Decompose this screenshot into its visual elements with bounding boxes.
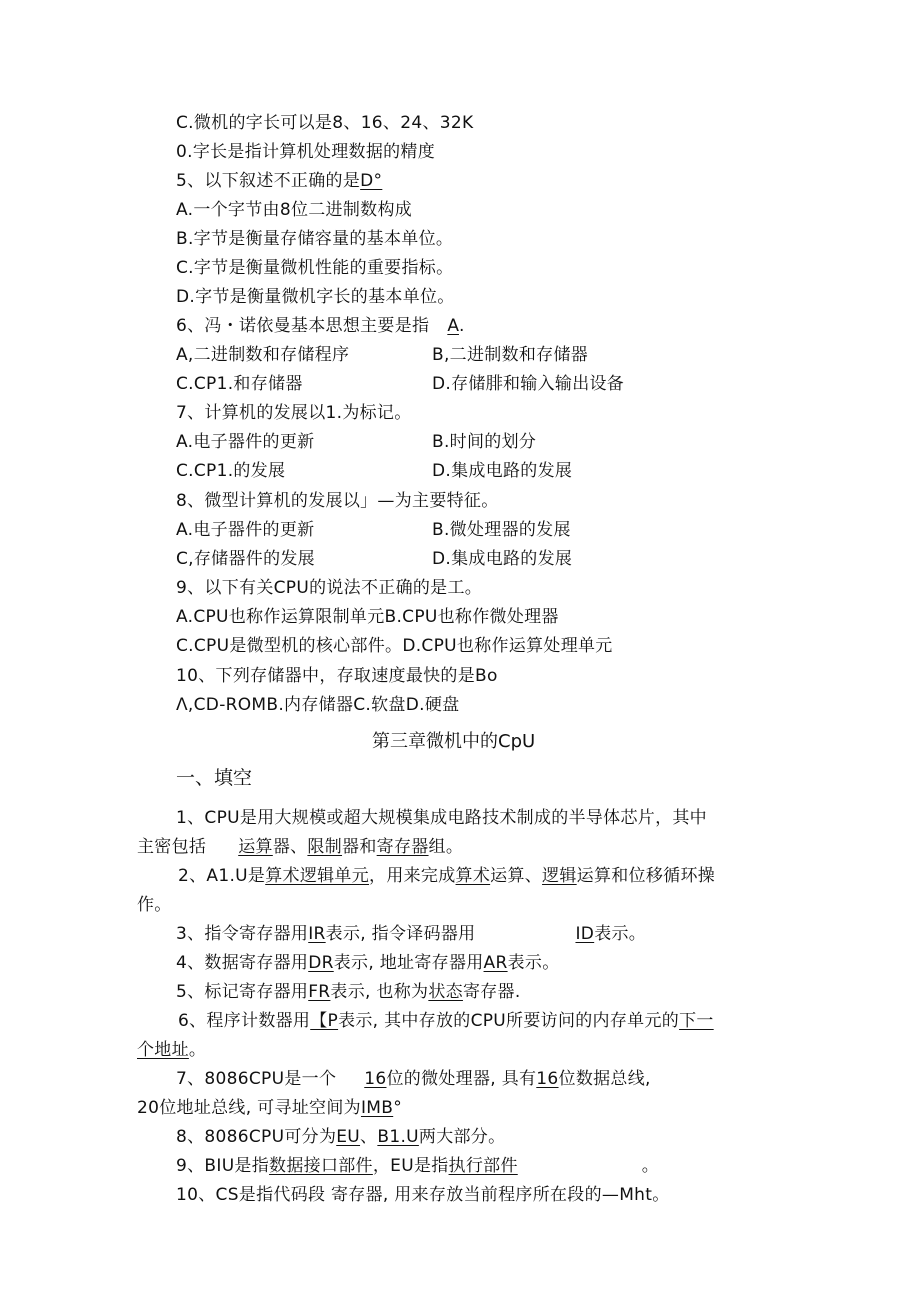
option-line: B.时间的划分 bbox=[432, 432, 537, 452]
answer: A bbox=[447, 316, 459, 336]
question-line: 9、以下有关CPU的说法不正确的是工。 bbox=[176, 578, 483, 598]
fill-line: 8、8086CPU可分为EU、B1.U两大部分。 bbox=[176, 1127, 506, 1147]
question-line: 6、冯・诺依曼基本思想主要是指 A. bbox=[176, 316, 465, 336]
answer: IR bbox=[308, 924, 326, 944]
answer: 【P bbox=[310, 1011, 339, 1031]
answer: FR bbox=[308, 982, 331, 1002]
option-line: A.电子器件的更新 bbox=[176, 520, 315, 540]
question-line: 8、微型计算机的发展以」—为主要特征。 bbox=[176, 491, 499, 511]
answer: 下一 bbox=[679, 1011, 714, 1031]
question-line: 5、以下叙述不正确的是D° bbox=[176, 171, 383, 191]
fill-line: 作。 bbox=[137, 895, 172, 915]
fill-line: 10、CS是指代码段 寄存器, 用来存放当前程序所在段的—Mht。 bbox=[176, 1185, 670, 1205]
option-line: C.CP1.和存储器 bbox=[176, 374, 303, 394]
option-line: 0.字长是指计算机处理数据的精度 bbox=[176, 142, 436, 162]
answer: 个地址 bbox=[137, 1040, 189, 1060]
option-line: C.微机的字长可以是8、16、24、32K bbox=[176, 113, 474, 133]
option-line: C.CPU是微型机的核心部件。D.CPU也称作运算处理单元 bbox=[176, 636, 613, 656]
fill-line: 6、程序计数器用【P表示, 其中存放的CPU所要访问的内存单元的下一 bbox=[178, 1011, 714, 1031]
answer: 16 bbox=[364, 1069, 387, 1089]
answer: 逻辑 bbox=[542, 866, 577, 886]
option-line: D.存储腓和输入输出设备 bbox=[432, 374, 625, 394]
answer: 运算 bbox=[238, 837, 273, 857]
answer: 算术逻辑单元 bbox=[265, 866, 370, 886]
option-line: C,存储器件的发展 bbox=[176, 549, 315, 569]
answer: 算术 bbox=[455, 866, 491, 886]
option-line: A.一个字节由8位二进制数构成 bbox=[176, 200, 413, 220]
option-line: C.CP1.的发展 bbox=[176, 461, 286, 481]
option-line: A,二进制数和存储程序 bbox=[176, 345, 350, 365]
answer: 16 bbox=[536, 1069, 559, 1089]
answer: AR bbox=[483, 953, 508, 973]
option-line: Λ,CD-ROMB.内存储器C.软盘D.硬盘 bbox=[176, 695, 460, 715]
option-line: B.微处理器的发展 bbox=[432, 520, 571, 540]
section-title: 一、填空 bbox=[176, 767, 253, 789]
answer: 状态 bbox=[428, 982, 463, 1002]
option-line: C.字节是衡量微机性能的重要指标。 bbox=[176, 258, 454, 278]
answer: 执行部件 bbox=[448, 1156, 518, 1176]
chapter-title: 第三章微机中的CpU bbox=[372, 731, 536, 752]
answer: ID bbox=[575, 924, 595, 944]
fill-line: 2、A1.U是算术逻辑单元，用来完成算术运算、逻辑运算和位移循环操 bbox=[178, 866, 716, 886]
answer: 寄存器 bbox=[376, 837, 429, 857]
fill-line: 20位地址总线, 可寻址空间为IMB° bbox=[137, 1098, 403, 1118]
option-line: B,二进制数和存储器 bbox=[432, 345, 589, 365]
fill-line: 7、8086CPU是一个 16位的微处理器, 具有16位数据总线, bbox=[176, 1069, 651, 1089]
answer: EU bbox=[336, 1127, 361, 1147]
fill-line: 3、指令寄存器用IR表示, 指令译码器用 ID表示。 bbox=[176, 924, 647, 944]
answer: 数据接口部件 bbox=[269, 1156, 373, 1176]
option-line: B.字节是衡量存储容量的基本单位。 bbox=[176, 229, 454, 249]
fill-line: 9、BIU是指数据接口部件，EU是指执行部件 。 bbox=[176, 1156, 660, 1176]
question-line: 10、下列存储器中，存取速度最快的是Bo bbox=[176, 666, 498, 686]
option-line: D.字节是衡量微机字长的基本单位。 bbox=[176, 287, 455, 307]
fill-line: 5、标记寄存器用FR表示, 也称为状态寄存器. bbox=[176, 982, 521, 1002]
answer: B1.U bbox=[377, 1127, 419, 1147]
option-line: D.集成电路的发展 bbox=[432, 549, 573, 569]
option-line: A.电子器件的更新 bbox=[176, 432, 315, 452]
option-line: D.集成电路的发展 bbox=[432, 461, 573, 481]
question-line: 7、计算机的发展以1.为标记。 bbox=[176, 403, 412, 423]
answer: IMB bbox=[360, 1098, 394, 1118]
answer: D° bbox=[360, 171, 383, 191]
fill-line: 1、CPU是用大规模或超大规模集成电路技术制成的半导体芯片，其中 bbox=[176, 808, 707, 828]
fill-line: 4、数据寄存器用DR表示, 地址寄存器用AR表示。 bbox=[176, 953, 560, 973]
answer: DR bbox=[308, 953, 334, 973]
answer: 限制 bbox=[307, 837, 343, 857]
fill-line: 主密包括 运算器、限制器和寄存器组。 bbox=[137, 837, 464, 857]
option-line: A.CPU也称作运算限制单元B.CPU也称作微处理器 bbox=[176, 607, 559, 627]
fill-line: 个地址。 bbox=[137, 1040, 207, 1060]
